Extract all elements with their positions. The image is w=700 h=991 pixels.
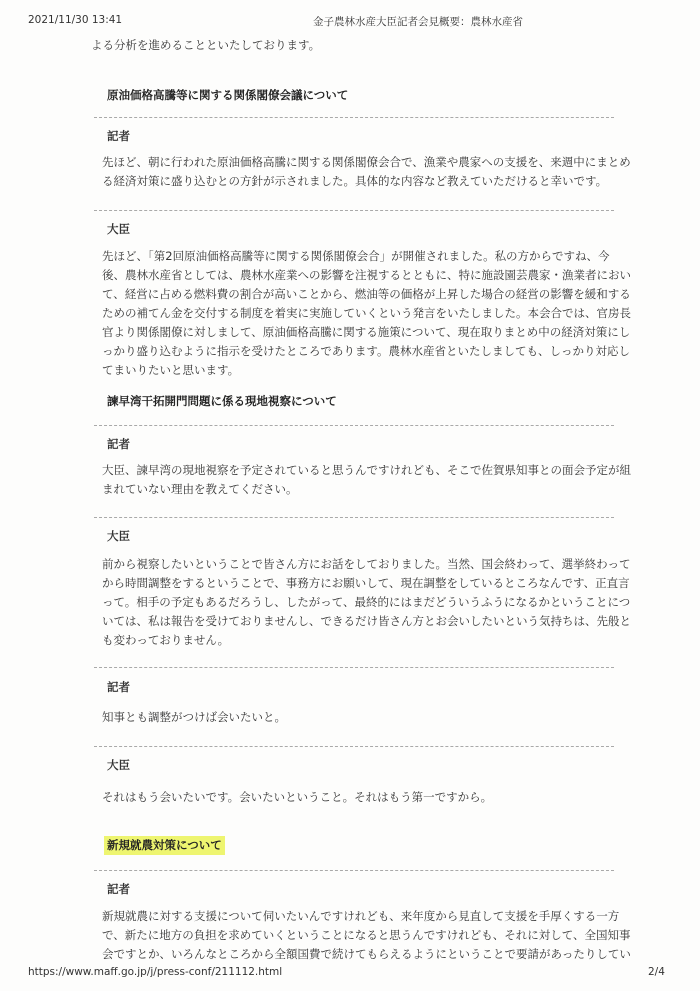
text-line: 新規就農に対する支援について伺いたいんですけれども、来年度から見直して支援を手厚くする一方 [102,909,620,923]
text-line: 大臣、諫早湾の現地視察を予定されていると思うんですけれども、そこで佐賀県知事との面会予定が組 [102,463,631,477]
separator [94,746,614,747]
text-line: 知事とも調整がつけば会いたいと。 [102,710,286,724]
separator [94,210,614,211]
speaker-label-reporter: 記者 [107,437,130,451]
text-line: 先ほど、「第2回原油価格高騰等に関する関係閣僚会合」が開催されました。私の方からですね、今 [102,249,610,263]
section-title-isahaya-bay: 諫早湾干拓開門問題に係る現地視察について [107,394,337,408]
text-line: て、経営に占める燃料費の割合が高いことから、燃油等の価格が上昇した場合の経営の影響を緩和する [102,287,631,301]
section-title-crude-oil: 原油価格高騰等に関する関係閣僚会議について [107,88,349,102]
text-line: 前から視察したいということで皆さん方にお話をしておりました。当然、国会終わって、選挙終わって [102,557,631,571]
speaker-label-minister: 大臣 [107,758,130,772]
minister-answer [102,247,631,380]
text-line: ための補てん金を交付する制度を着実に実施していくという発言をいたしました。本会合では、官房長 [102,306,631,320]
text-line: まれていない理由を教えてください。 [102,482,298,496]
separator [94,117,614,118]
section-title-new-farmers [104,837,225,853]
text-line: って。相手の予定もあるだろうし、したがって、最終的にはまだどういうふうになるかということにつ [102,595,631,609]
text-line: いては、私は報告を受けておりませんし、できるだけ皆さん方とお会いしたいという気持ちは、先般と [102,614,631,628]
page-number: 2/4 [648,966,665,978]
text-line: も変わっておりません。 [102,633,230,647]
print-page-title: 金子農林水産大臣記者会見概要：農林水産省 [313,16,523,28]
reporter-question [102,461,631,499]
text-line: っかり盛り込むように指示を受けたところであります。農林水産省といたしましても、しっかり対応し [102,344,630,358]
text-line: 会ですとか、いろんなところから全額国費で続けてもらえるようにということで要請があったりしてい [102,947,631,961]
reporter-question [102,153,631,191]
text-line: それはもう会いたいです。会いたいということ。それはもう第一ですから。 [102,790,493,804]
speaker-label-reporter: 記者 [107,882,130,896]
highlighted-title: 新規就農対策について [104,836,225,855]
reporter-question [102,708,602,727]
minister-answer [102,788,602,807]
continued-text: よる分析を進めることといたしております。 [91,38,321,52]
speaker-label-minister: 大臣 [107,222,130,236]
text-line: てまいりたいと思います。 [102,363,240,377]
print-datetime: 2021/11/30 13:41 [28,14,123,26]
separator [94,517,614,518]
separator [94,425,614,426]
speaker-label-reporter: 記者 [107,680,130,694]
text-line: 後、農林水産省としては、農林水産業への影響を注視するとともに、特に施設園芸農家・漁業者におい [102,268,631,282]
text-line: で、新たに地方の負担を求めていくということになると思うんですけれども、それに対して、全国知事 [102,928,631,942]
speaker-label-reporter: 記者 [107,129,130,143]
minister-answer [102,555,631,650]
separator [94,667,614,668]
text-line: から時間調整をするということで、事務方にお願いして、現在調整をしているところなんです、正直言 [102,576,630,590]
print-url: https://www.maff.go.jp/j/press-conf/211112.html [28,966,283,978]
speaker-label-minister: 大臣 [107,529,130,543]
text-line: 官より関係閣僚に対しまして、原油価格高騰に関する施策について、現在取りまとめ中の経済対策にし [102,325,631,339]
text-line: る経済対策に盛り込むとの方針が示されました。具体的な内容など教えていただけると幸いです。 [102,174,608,188]
reporter-question [102,907,631,964]
separator [94,870,614,871]
text-line: 先ほど、朝に行われた原油価格高騰に関する関係閣僚会合で、漁業や農家への支援を、来週中にまとめ [102,155,631,169]
